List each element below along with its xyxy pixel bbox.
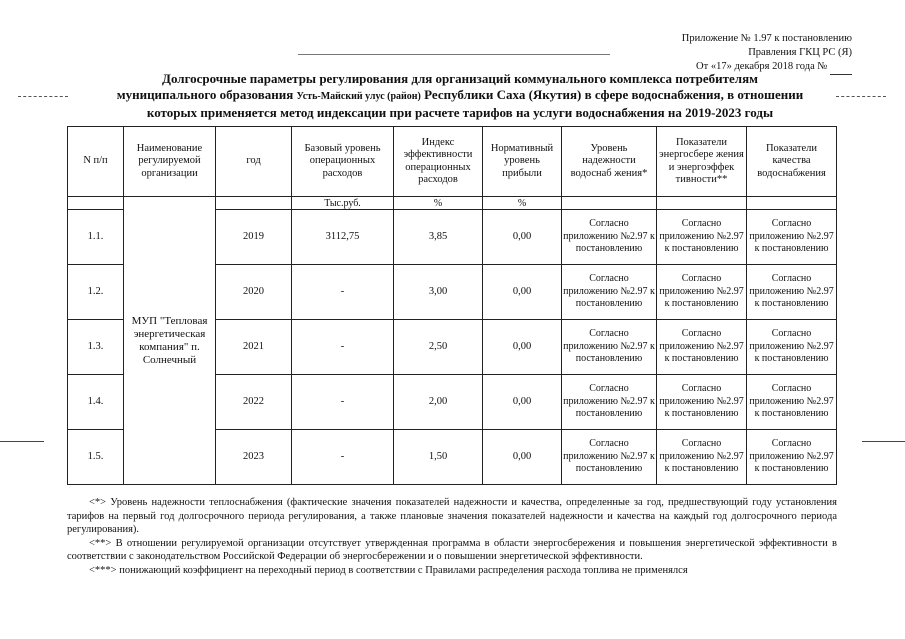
unit-index: % xyxy=(394,197,483,210)
row-year: 2021 xyxy=(216,320,292,375)
scan-margin-line-left xyxy=(0,441,44,442)
row-num: 1.1. xyxy=(68,210,124,265)
header-energy-saving: Показатели энергосбере жения и энергоэффек тивности** xyxy=(657,127,747,197)
appendix-date: От «17» декабря 2018 года № xyxy=(696,61,828,72)
row-reliability: Согласно приложению №2.97 к постановлению xyxy=(562,265,657,320)
row-energy: Согласно приложению №2.97 к постановлению xyxy=(657,265,747,320)
title-line-2a: муниципального образования xyxy=(116,87,294,102)
row-reliability: Согласно приложению №2.97 к постановлению xyxy=(562,320,657,375)
row-profit: 0,00 xyxy=(483,430,562,485)
scan-dash-left xyxy=(18,96,68,97)
header-row xyxy=(68,127,837,197)
header-efficiency-index: Индекс эффективности операционных расходов xyxy=(394,127,483,197)
header-quality: Показатели качества водоснабжения xyxy=(747,127,837,197)
row-quality: Согласно приложению №2.97 к постановлению xyxy=(747,265,837,320)
row-profit: 0,00 xyxy=(483,265,562,320)
appendix-line-2: Правления ГКЦ РС (Я) xyxy=(748,47,852,58)
row-base: - xyxy=(292,430,394,485)
row-reliability: Согласно приложению №2.97 к постановлению xyxy=(562,375,657,430)
appendix-line-1: Приложение № 1.97 к постановлению xyxy=(681,33,852,44)
header-divider xyxy=(298,54,610,55)
header-org: Наименование регулируемой организации xyxy=(124,127,216,197)
footnote-2: <**> В отношении регулируемой организации отсутствует утвержденная программа в области энергосбережения и повышения энергетической эффективности в соответствии с законодательством Российской Федерации об энергосбережении и о повышении энергетической эффективности. xyxy=(67,537,837,562)
header-reliability: Уровень надежности водоснаб жения* xyxy=(562,127,657,197)
row-profit: 0,00 xyxy=(483,375,562,430)
document-title xyxy=(60,71,860,121)
row-energy: Согласно приложению №2.97 к постановлению xyxy=(657,375,747,430)
row-year: 2022 xyxy=(216,375,292,430)
header-num: N п/п xyxy=(68,127,124,197)
unit-base: Тыс.руб. xyxy=(292,197,394,210)
header-year: год xyxy=(216,127,292,197)
title-line-3: которых применяется метод индексации при расчете тарифов на услуги водоснабжения на 2019-2023 годы xyxy=(146,105,774,120)
row-reliability: Согласно приложению №2.97 к постановлению xyxy=(562,210,657,265)
row-index: 1,50 xyxy=(394,430,483,485)
row-reliability: Согласно приложению №2.97 к постановлению xyxy=(562,430,657,485)
row-energy: Согласно приложению №2.97 к постановлению xyxy=(657,430,747,485)
unit-empty xyxy=(747,197,837,210)
municipality-name: Усть-Майский улус (район) xyxy=(296,91,421,102)
org-name: МУП "Тепловая энергетическая компания" п. Солнечный xyxy=(131,314,208,366)
row-energy: Согласно приложению №2.97 к постановлению xyxy=(657,320,747,375)
row-index: 3,00 xyxy=(394,265,483,320)
title-line-1: Долгосрочные параметры регулирования для организаций коммунального комплекса потребителям xyxy=(162,71,758,86)
scan-margin-line-right xyxy=(862,441,905,442)
row-quality: Согласно приложению №2.97 к постановлению xyxy=(747,320,837,375)
row-quality: Согласно приложению №2.97 к постановлению xyxy=(747,375,837,430)
header-base-expenses: Базовый уровень операционных расходов xyxy=(292,127,394,197)
row-base: - xyxy=(292,265,394,320)
row-index: 3,85 xyxy=(394,210,483,265)
unit-empty xyxy=(68,197,124,210)
tariff-parameters-table xyxy=(67,126,837,485)
row-num: 1.5. xyxy=(68,430,124,485)
row-profit: 0,00 xyxy=(483,210,562,265)
unit-empty xyxy=(216,197,292,210)
footnote-1: <*> Уровень надежности теплоснабжения (фактические значения показателей надежности и качества, определенные за год, предшествующий году установления тарифов на первый год долгосрочного периода регулирования, а также плановые значения показателей надежности и качества на каждый год долгосрочного периода регулирования). xyxy=(67,497,837,535)
scan-dash-right xyxy=(836,96,886,97)
row-base: 3112,75 xyxy=(292,210,394,265)
appendix-header xyxy=(682,32,852,75)
org-name-cell xyxy=(124,197,216,485)
unit-empty xyxy=(562,197,657,210)
row-profit: 0,00 xyxy=(483,320,562,375)
row-index: 2,00 xyxy=(394,375,483,430)
footnotes xyxy=(67,496,837,577)
row-quality: Согласно приложению №2.97 к постановлению xyxy=(747,210,837,265)
row-base: - xyxy=(292,375,394,430)
title-line-2c: Республики Саха (Якутия) в сфере водоснабжения, в отношении xyxy=(424,87,804,102)
unit-empty xyxy=(657,197,747,210)
unit-profit: % xyxy=(483,197,562,210)
row-num: 1.4. xyxy=(68,375,124,430)
row-num: 1.3. xyxy=(68,320,124,375)
row-index: 2,50 xyxy=(394,320,483,375)
header-profit-level: Нормативный уровень прибыли xyxy=(483,127,562,197)
row-base: - xyxy=(292,320,394,375)
footnote-3: <***> понижающий коэффициент на переходный период в соответствии с Правилами распределения расхода топлива не применялся xyxy=(89,564,688,576)
title-line-2 xyxy=(60,87,860,105)
row-energy: Согласно приложению №2.97 к постановлению xyxy=(657,210,747,265)
row-year: 2019 xyxy=(216,210,292,265)
row-quality: Согласно приложению №2.97 к постановлению xyxy=(747,430,837,485)
units-row xyxy=(68,197,837,210)
row-num: 1.2. xyxy=(68,265,124,320)
row-year: 2020 xyxy=(216,265,292,320)
row-year: 2023 xyxy=(216,430,292,485)
